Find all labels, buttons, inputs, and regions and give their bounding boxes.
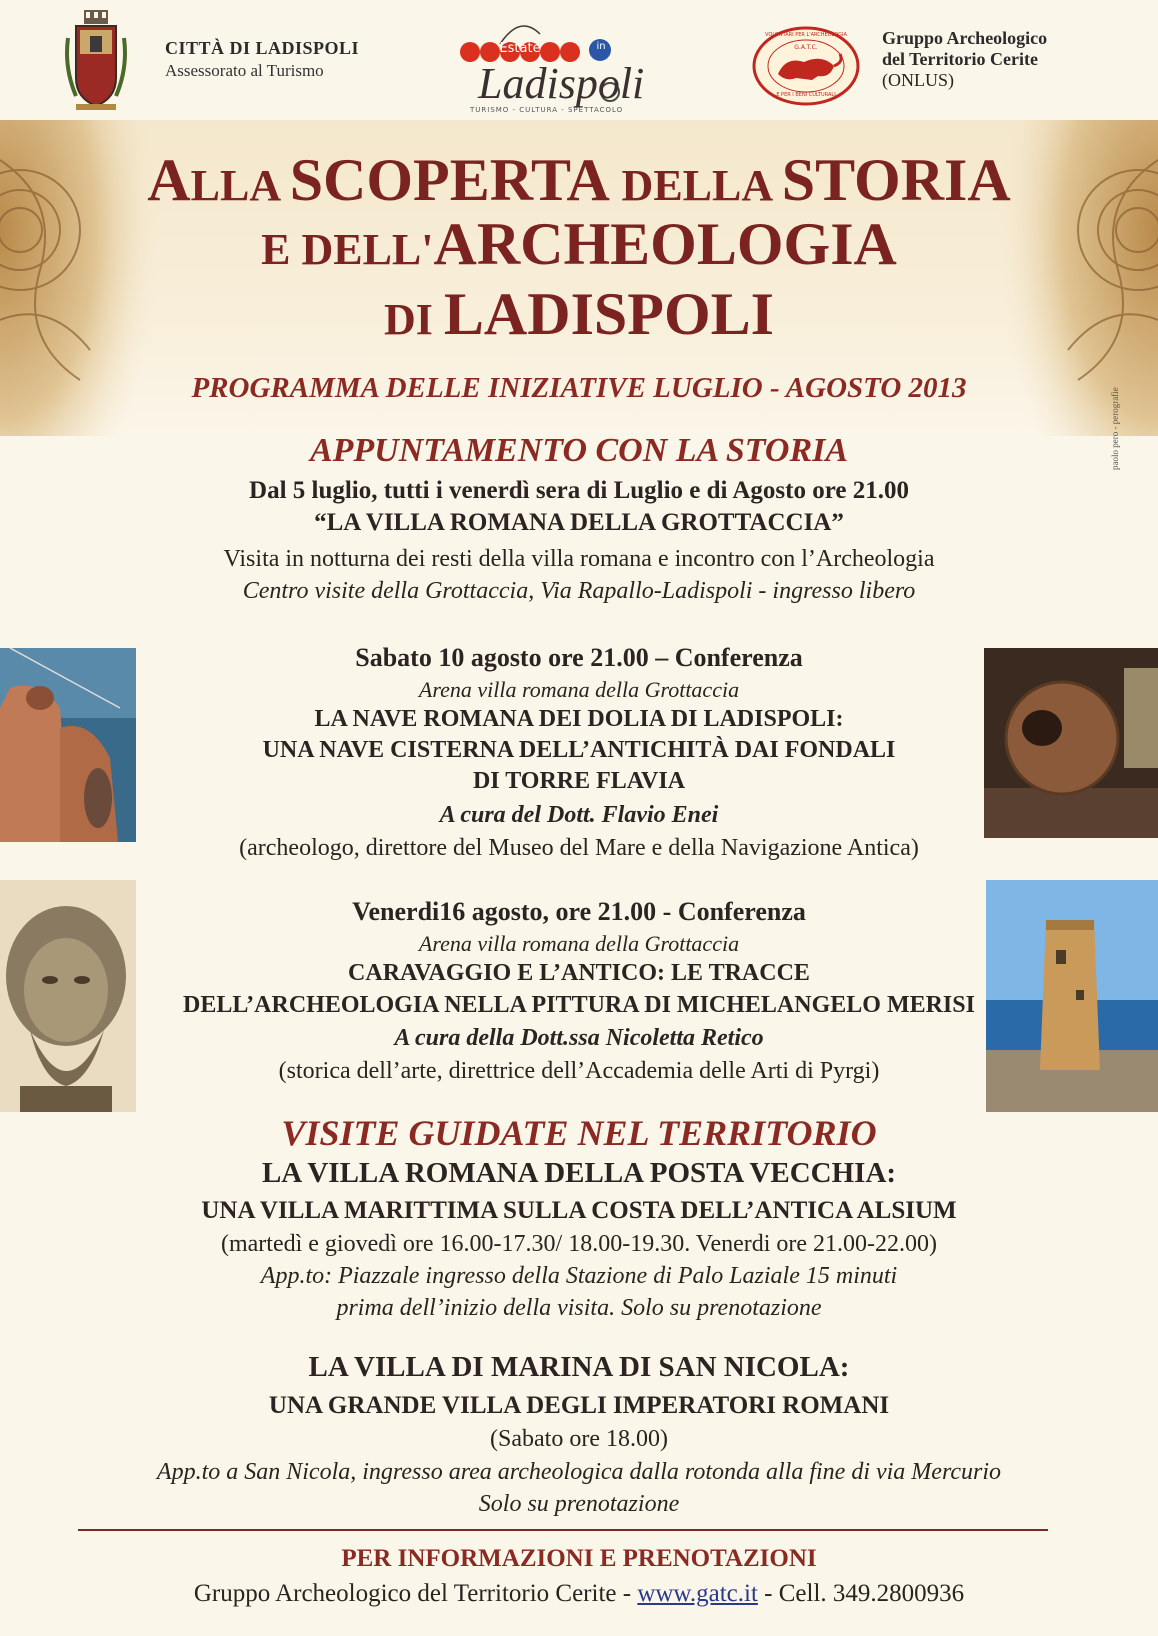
section-title-appuntamento: APPUNTAMENTO CON LA STORIA [309,432,849,469]
section-title-visite: VISITE GUIDATE NEL TERRITORIO [281,1113,877,1153]
visit2-title2: UNA GRANDE VILLA DEGLI IMPERATORI ROMANI [268,1392,890,1419]
gatc-center-text: G.A.T.C. [794,44,818,51]
visit1-meet2: prima dell’inizio della visita. Solo su prenotazione [336,1295,822,1321]
section1-place: Centro visite della Grottaccia, Via Rapallo-Ladispoli - ingresso libero [242,578,916,604]
title-storia: STORIA [781,147,1011,213]
title-line-1 [0,147,1158,213]
visit1-hours: (martedì e giovedì ore 16.00-17.30/ 18.00-19.30. Venerdi ore 21.00-22.00) [220,1231,938,1257]
gatc-logo [752,26,860,106]
footer-title: PER INFORMAZIONI E PRENOTAZIONI [341,1545,817,1572]
event1-title2: UNA NAVE CISTERNA DELL’ANTICHITÀ DAI FONDALI [262,737,896,763]
city-name: CITTÀ DI LADISPOLI [165,38,360,58]
city-department: Assessorato al Turismo [165,61,324,80]
photo-credit: paolo pero - perografie [1110,387,1120,470]
event2-curator: A cura della Dott.ssa Nicoletta Retico [394,1025,764,1051]
gatc-top-text: VOLONTARI PER L'ARCHEOLOGIA [765,32,847,38]
visit1-title2: UNA VILLA MARITTIMA SULLA COSTA DELL’ANTICA ALSIUM [201,1197,957,1224]
event1-when: Sabato 10 agosto ore 21.00 – Conferenza [355,643,803,672]
website-link[interactable]: www.gatc.it [637,1580,758,1607]
estate-in-ladispoli-logo [460,14,660,118]
event2-title2: DELL’ARCHEOLOGIA NELLA PITTURA DI MICHELANGELO MERISI [183,992,975,1018]
title-line-2 [0,211,1158,277]
footer-contact [0,1580,1158,1608]
group-line3: (ONLUS) [882,70,954,90]
visit2-hours: (Sabato ore 18.00) [490,1426,668,1452]
visit2-meet2: Solo su prenotazione [478,1491,680,1517]
event1-role: (archeologo, direttore del Museo del Mare e della Navigazione Antica) [239,835,919,861]
event1-curator: A cura del Dott. Flavio Enei [439,802,719,828]
visit2-meet1: App.to a San Nicola, ingresso area archeologica dalla rotonda alla fine di via Mercurio [156,1459,1002,1485]
group-block [882,28,1047,91]
footer-divider [78,1529,1048,1531]
title-line-3 [0,281,1158,347]
event2-role: (storica dell’arte, direttrice dell’Accademia delle Arti di Pyrgi) [278,1058,880,1084]
estate-word: Estate [499,41,541,56]
event1-title1: LA NAVE ROMANA DEI DOLIA DI LADISPOLI: [314,706,844,732]
group-line1: Gruppo Archeologico [882,28,1048,48]
event2-place: Arena villa romana della Grottaccia [418,931,740,956]
estate-in-word: in [596,41,606,52]
title-della: DELLA [621,161,782,210]
title-scoperta: SCOPERTA [289,147,622,213]
footer-org: Gruppo Archeologico del Territorio Cerite - [193,1580,638,1607]
visit1-meet1: App.to: Piazzale ingresso della Stazione di Palo Laziale 15 minuti [260,1263,898,1289]
section1-when: Dal 5 luglio, tutti i venerdì sera di Luglio e di Agosto ore 21.00 [249,477,909,504]
section1-desc: Visita in notturna dei resti della villa romana e incontro con l’Archeologia [223,546,935,572]
programme-subtitle: PROGRAMMA DELLE INIZIATIVE LUGLIO - AGOSTO 2013 [191,372,967,404]
gatc-bottom-text: E PER I BENI CULTURALI [776,92,836,98]
event2-when: Venerdi16 agosto, ore 21.00 - Conferenza [352,897,806,926]
title-lla: LLA [190,161,290,210]
title-di: DI [384,295,444,344]
footer-phone: - Cell. 349.2800936 [757,1580,965,1607]
visit2-title1: LA VILLA DI MARINA DI SAN NICOLA: [308,1351,850,1383]
visit1-title1: LA VILLA ROMANA DELLA POSTA VECCHIA: [261,1157,897,1189]
event1-place: Arena villa romana della Grottaccia [418,677,740,702]
estate-tagline: TURISMO - CULTURA - SPETTACOLO [470,106,624,114]
city-block [165,38,359,81]
section1-event: “LA VILLA ROMANA DELLA GROTTACCIA” [314,509,844,536]
title-a: A [147,147,191,213]
title-e-dell: E DELL' [261,225,434,274]
city-crest-icon [62,8,130,112]
ladispoli-script: Ladispoli [478,59,645,108]
title-archeologia: ARCHEOLOGIA [433,211,897,277]
event2-title1: CARAVAGGIO E L’ANTICO: LE TRACCE [348,960,810,986]
event1-title3: DI TORRE FLAVIA [472,768,686,794]
group-line2: del Territorio Cerite [882,49,1038,69]
title-ladispoli: LADISPOLI [443,281,774,347]
